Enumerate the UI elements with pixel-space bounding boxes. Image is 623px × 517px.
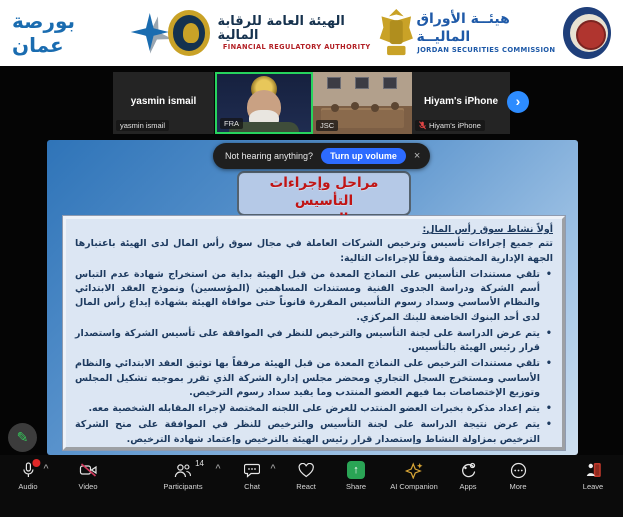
video-button[interactable]: Video: [78, 461, 97, 491]
slide-intro-paragraph: تتم جميع إجراءات تأسيس وترخيص الشركات العاملة في مجال سوق رأس المال لدى الهيئة باعتبارها الجهة الإدارية المختصة وفقاً للإجراءات التالية:: [75, 238, 553, 264]
ai-companion-sparkle-icon: [405, 462, 423, 479]
notification-message: Not hearing anything?: [225, 151, 314, 161]
next-videos-button[interactable]: [507, 91, 529, 113]
participant-name-label: yasmin ismail: [116, 120, 169, 131]
slide-bullet: • يتم عرض الدراسة على لجنة التأسيس والترخيص للنظر في الموافقة على تأسيس الشركة واستصدار قرار رئيس الهيئة بالتأسيس.: [75, 327, 540, 356]
react-button[interactable]: React: [296, 461, 316, 491]
participant-display-name: Hiyam's iPhone: [423, 96, 499, 107]
more-ellipsis-icon: [510, 462, 527, 479]
apps-icon: [460, 462, 476, 478]
meeting-toolbar: [0, 455, 623, 517]
ai-companion-button[interactable]: AI Companion: [390, 461, 438, 491]
turn-up-volume-button[interactable]: Turn up volume: [321, 148, 406, 164]
close-icon[interactable]: ×: [413, 150, 421, 162]
chevron-right-icon: ›: [515, 93, 521, 109]
slide-bullet: • يتم عرض نتيجة الدراسة على لجنة التأسيس والترخيص للنظر في الموافقة على منح الشركة الترخيص بمزاولة النشاط وإستصدار قرار رئيس الهيئة بالترخيص وإعتماد شهادة الترخيص.: [75, 418, 540, 447]
mic-muted-icon: [419, 121, 426, 130]
leave-meeting-icon: [585, 462, 602, 478]
participants-count: 14: [195, 459, 204, 468]
chat-options-chevron[interactable]: ^: [270, 463, 276, 473]
share-screen-icon: ↑: [347, 461, 365, 479]
chat-icon: [244, 463, 260, 478]
slide-bullet: • تلقي مستندات الترخيص على النماذج المعدة من قبل الهيئة مرفقاً بها توثيق العقد الابتدائي والنظام الأساسي ومستخرج السجل التجاري ومحضر مجلس إدارة الشركة الذي تقرر بموجبه تشكيل المجلس وتوزيع الإختصاصات بما فيهم العضو المنتدب وما يفيد سداد رسوم الترخيص.: [75, 357, 540, 400]
video-off-icon: [79, 463, 97, 477]
video-tile-jsc-room[interactable]: [313, 72, 412, 134]
chat-button[interactable]: Chat: [243, 461, 261, 491]
fra-name-arabic: الهيئة العامة للرقابة المالية: [217, 14, 345, 44]
egypt-eagle-emblem-icon: [376, 5, 417, 61]
audio-notification: [213, 143, 430, 169]
amman-star-icon: [131, 13, 168, 53]
amman-stock-exchange-logo: [12, 9, 168, 57]
participants-options-chevron[interactable]: ^: [215, 463, 221, 473]
slide-bullet-list: [75, 268, 553, 447]
slide-body-box: [63, 216, 565, 450]
fra-name-english: FINANCIAL REGULATORY AUTHORITY: [222, 42, 371, 51]
jsc-name-arabic: هيئــة الأوراق الماليــة: [416, 11, 510, 45]
share-button[interactable]: ↑ Share: [346, 461, 366, 491]
slide-title: مراحل وإجراءات التأسيس: [237, 171, 411, 216]
audio-button[interactable]: Audio: [18, 461, 37, 491]
shared-screen-slide: [47, 140, 578, 455]
audio-alert-badge: [32, 459, 40, 467]
participant-name-label: Hiyam's iPhone: [429, 121, 481, 130]
slide-bullet: • يتم إعداد مذكرة بخبرات العضو المنتدب للعرض على اللجنه المختصة لإجراء المقابله الشخصية معه.: [75, 402, 540, 416]
heart-icon: [298, 463, 314, 478]
leave-button[interactable]: Leave: [583, 461, 603, 491]
slide-bullet: • تلقي مستندات التأسيس على النماذج المعدة من قبل الهيئة بداية من استخراج شهادة عدم التباس أسم الشركة ودراسة الجدوى الفنية ومستندات المساهمين (المؤسسين) ونموذج العقد الابتدائي والنظام الأساسي وسداد رسوم التأسيس المقررة قانوناً حتى موافاة الهيئة بشهادة إيداع رأس المال لدى أحد البنوك الخاضعة للبنك المركزي.: [75, 268, 540, 325]
participant-name-label: JSC: [316, 120, 338, 131]
amman-stock-exchange-name: بورصة عمان: [12, 9, 76, 57]
participants-button[interactable]: 14 Participants: [163, 459, 204, 491]
audio-options-chevron[interactable]: ^: [43, 463, 49, 473]
fra-seal-icon: [168, 10, 211, 56]
video-tile-yasmin-ismail[interactable]: [113, 72, 214, 134]
jsc-name-english: JORDAN SECURITIES COMMISSION: [417, 46, 556, 55]
participants-icon: [175, 463, 192, 478]
video-tile-hiyams-iphone[interactable]: [412, 72, 510, 134]
apps-button[interactable]: Apps: [459, 461, 477, 491]
pencil-icon: ✎: [16, 429, 29, 445]
slide-section-heading: أولاً نشاط سوق رأس المال:: [422, 224, 553, 235]
participant-display-name: yasmin ismail: [130, 96, 197, 107]
more-button[interactable]: More: [509, 461, 527, 491]
participant-name-label: FRA: [220, 118, 243, 129]
jsc-logo-group: [416, 7, 611, 59]
jsc-seal-icon: [563, 7, 611, 59]
annotate-button[interactable]: [8, 423, 37, 452]
fra-logo-group: [168, 10, 376, 56]
video-tile-fra-active-speaker[interactable]: [215, 72, 313, 134]
organizations-banner: [0, 0, 623, 66]
